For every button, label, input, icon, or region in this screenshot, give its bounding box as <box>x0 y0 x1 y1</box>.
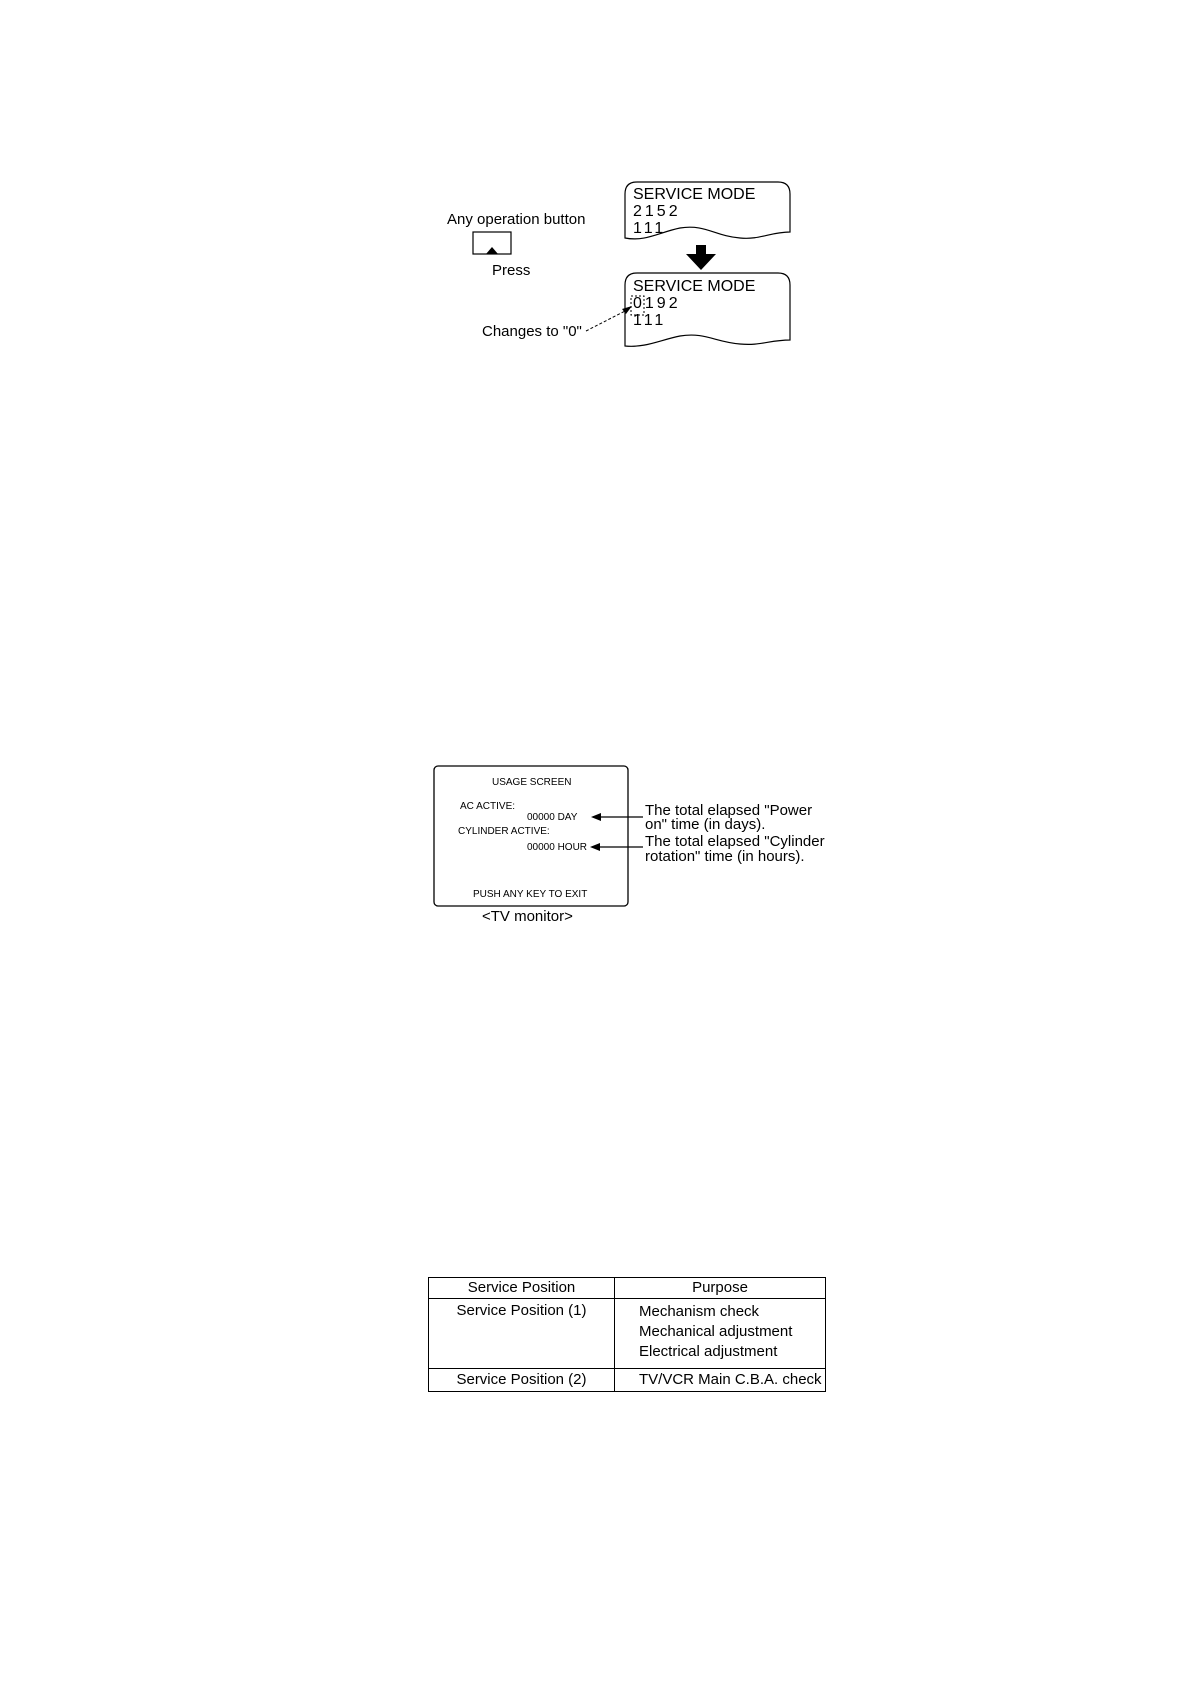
screen-after-first-digit: 0 <box>633 295 645 312</box>
row1-purpose-3: Electrical adjustment <box>639 1343 778 1360</box>
power-note <box>645 804 812 832</box>
header-purpose: Purpose <box>615 1278 826 1299</box>
button-caption: Any operation button <box>447 211 586 228</box>
cylinder-note <box>645 834 825 864</box>
screen-before-line2: 111 <box>633 220 667 237</box>
service-position-table <box>428 1277 826 1392</box>
table-row <box>429 1299 826 1369</box>
ac-active-value: 00000 DAY <box>527 812 578 823</box>
cylinder-note-line1: The total elapsed "Cylinder <box>645 833 825 850</box>
row1-purposes <box>615 1299 826 1369</box>
table-header-row <box>429 1278 826 1299</box>
press-label: Press <box>492 262 531 279</box>
monitor-footer: PUSH ANY KEY TO EXIT <box>473 889 588 900</box>
monitor-caption: <TV monitor> <box>482 908 573 925</box>
screen-before-title: SERVICE MODE <box>633 186 756 203</box>
power-note-line1: The total elapsed "Power <box>645 802 813 819</box>
cylinder-active-value: 00000 HOUR <box>527 842 588 853</box>
cyl-note-arrowhead <box>590 843 600 851</box>
row1-purpose-1: Mechanism check <box>639 1303 760 1320</box>
monitor-title: USAGE SCREEN <box>492 777 572 788</box>
cylinder-note-line2: rotation" time (in hours). <box>645 848 805 865</box>
ac-active-label: AC ACTIVE: <box>460 801 516 812</box>
change-note: Changes to "0" <box>482 323 582 340</box>
row1-position: Service Position (1) <box>429 1299 615 1369</box>
screen-after-line2: 111 <box>633 312 667 329</box>
power-note-line2: on" time (in days). <box>645 816 766 833</box>
screen-after-line1-rest: 192 <box>644 295 681 312</box>
header-service-position: Service Position <box>429 1278 615 1299</box>
screen-after-title: SERVICE MODE <box>633 278 756 295</box>
screen-before-line1: 2152 <box>633 203 681 220</box>
ac-note-arrowhead <box>591 813 601 821</box>
row1-purpose-2: Mechanical adjustment <box>639 1323 793 1340</box>
row2-position: Service Position (2) <box>429 1369 615 1392</box>
cylinder-active-label: CYLINDER ACTIVE: <box>458 826 550 837</box>
row2-purpose-1: TV/VCR Main C.B.A. check <box>615 1369 826 1392</box>
table-row <box>429 1369 826 1392</box>
